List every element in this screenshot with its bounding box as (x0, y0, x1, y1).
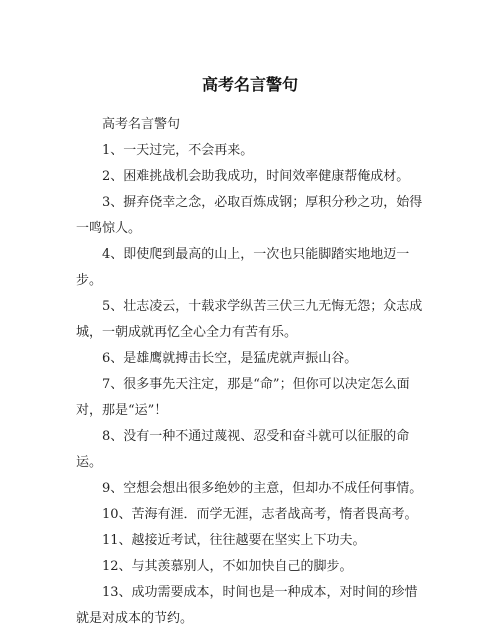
paragraph: 高考名言警句 (102, 117, 181, 132)
paragraph: 4、即使爬到最高的山上，一次也只能脚踏实地地迈一步。 (76, 247, 410, 288)
paragraph: 7、很多事先天注定，那是“命”；但你可以决定怎么面对，那是“运”！ (76, 377, 410, 418)
paragraph: 13、成功需要成本，时间也是一种成本，对时间的珍惜就是对成本的节约。 (76, 585, 418, 626)
paragraph: 6、是雄鹰就搏击长空，是猛虎就声振山谷。 (102, 351, 358, 366)
paragraph: 11、越接近考试，往往越要在坚实上下功夫。 (102, 533, 366, 548)
paragraph: 8、没有一种不通过蔑视、忍受和奋斗就可以征服的命运。 (76, 429, 410, 470)
paragraph: 2、困难挑战机会助我成功，时间效率健康帮俺成材。 (102, 169, 410, 184)
paragraph: 10、苦海有涯．而学无涯，志者战高考，惰者畏高考。 (102, 507, 418, 522)
paragraph: 3、摒弃侥幸之念，必取百炼成钢；厚积分秒之功，始得一鸣惊人。 (76, 195, 423, 236)
paragraph: 1、一天过完，不会再来。 (102, 143, 254, 158)
document-title: 高考名言警句 (201, 75, 298, 94)
paragraph: 12、与其羡慕别人，不如加快自己的脚步。 (102, 559, 353, 574)
document-body (76, 112, 424, 632)
paragraph: 9、空想会想出很多绝妙的主意，但却办不成任何事情。 (102, 481, 423, 496)
paragraph: 5、壮志凌云，十载求学纵苦三伏三九无悔无怨；众志成城，一朝成就再忆全心全力有苦有乐。 (76, 299, 423, 340)
